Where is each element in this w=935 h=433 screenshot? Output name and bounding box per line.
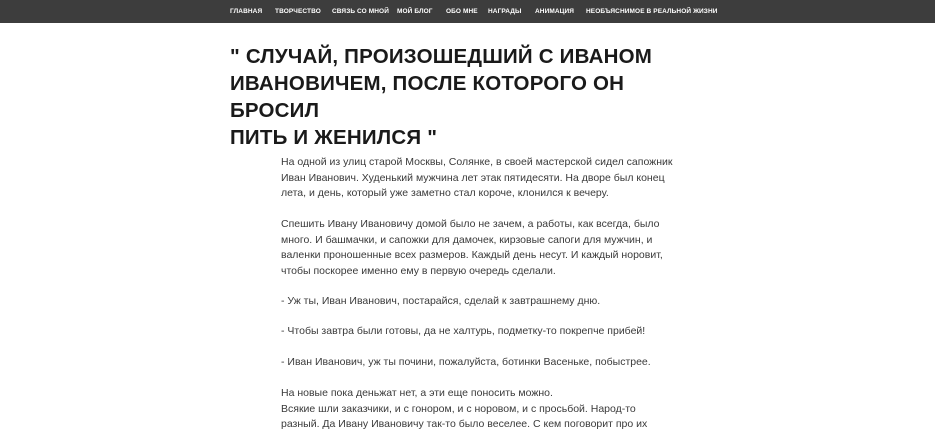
article-title-line: ИВАНОВИЧЕМ, ПОСЛЕ КОТОРОГО ОН БРОСИЛ — [230, 72, 625, 122]
paragraph-line: Всякие шли заказчики, и с гонором, и с норовом, и с просьбой. Народ-то — [281, 402, 636, 415]
paragraph-line: На одной из улиц старой Москвы, Солянке, в своей мастерской сидел сапожник — [281, 156, 673, 168]
nav-item-animation[interactable]: АНИМАЦИЯ — [535, 8, 575, 15]
paragraph-line: На новые пока деньжат нет, а эти еще поносить можно. — [281, 387, 553, 399]
paragraph-line: много. И башмачки, и сапожки для дамочек, кирзовые сапоги для мужчин, и — [281, 233, 653, 246]
nav-item-blog[interactable]: МОЙ БЛОГ — [397, 8, 433, 15]
paragraph-line: лета, и день, который уже заметно стал короче, клонился к вечеру. — [281, 187, 609, 199]
article-paragraph — [281, 386, 647, 433]
paragraph-line: чтобы поскорее именно ему в первую очередь сделали. — [281, 264, 556, 277]
article-paragraph — [281, 355, 651, 371]
nav-item-contact[interactable]: СВЯЗЬ СО МНОЙ — [332, 8, 389, 15]
paragraph-line: - Уж ты, Иван Иванович, постарайся, сделай к завтрашнему дню. — [281, 295, 601, 307]
article-title — [230, 43, 710, 151]
paragraph-line: - Иван Иванович, уж ты почини, пожалуйста, ботинки Васеньке, побыстрее. — [281, 356, 651, 368]
article-paragraph — [281, 294, 600, 310]
article-paragraph — [281, 324, 645, 340]
nav-item-home[interactable]: ГЛАВНАЯ — [230, 8, 263, 15]
nav-item-creativity[interactable]: ТВОРЧЕСТВО — [275, 8, 321, 15]
nav-item-about[interactable]: ОБО МНЕ — [446, 8, 478, 15]
paragraph-line: валенки проношенные всех размеров. Каждый день несут. И каждый норовит, — [281, 249, 663, 261]
paragraph-line: разный. Да Ивану Ивановичу так-то было веселее. С кем поговорит про их — [281, 418, 648, 430]
paragraph-line: - Чтобы завтра были готовы, да не халтурь, подметку-то покрепче прибей! — [281, 325, 646, 337]
article-paragraph — [281, 155, 672, 202]
paragraph-line: Спешить Ивану Ивановичу домой было не зачем, а работы, как всегда, было — [281, 218, 660, 230]
nav-item-awards[interactable]: НАГРАДЫ — [488, 8, 522, 15]
nav-item-unexplained[interactable]: НЕОБЪЯСНИМОЕ В РЕАЛЬНОЙ ЖИЗНИ — [586, 8, 718, 15]
article-paragraph — [281, 217, 663, 279]
paragraph-line: Иван Иванович. Худенький мужчина лет этак пятидесяти. На дворе был конец — [281, 171, 665, 184]
article-title-line: ПИТЬ И ЖЕНИЛСЯ " — [230, 126, 438, 149]
article-title-line: " СЛУЧАЙ, ПРОИЗОШЕДШИЙ С ИВАНОМ — [230, 45, 653, 68]
top-navigation-bar — [0, 0, 935, 23]
